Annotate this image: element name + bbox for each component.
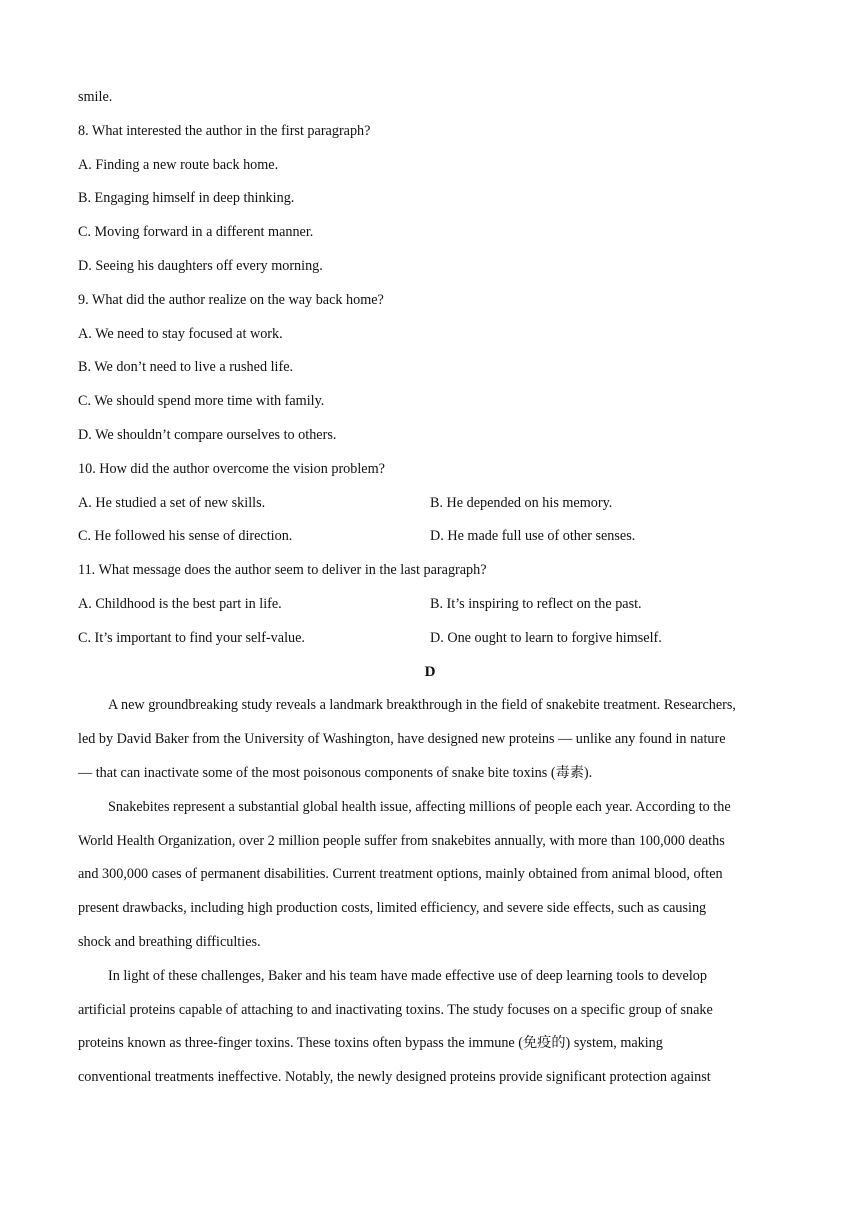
question-9-stem: 9. What did the author realize on the way back home? — [78, 292, 384, 308]
passage-line: conventional treatments ineffective. Notably, the newly designed proteins provide significant protection against — [78, 1069, 711, 1085]
passage-line: present drawbacks, including high production costs, limited efficiency, and severe side effects, such as causing — [78, 900, 707, 916]
section-heading: D — [424, 664, 436, 680]
passage-line: In light of these challenges, Baker and his team have made effective use of deep learning tools to develop — [108, 968, 707, 984]
question-10-stem: 10. How did the author overcome the vision problem? — [78, 461, 385, 477]
question-11-option-c: C. It’s important to find your self-value. — [78, 630, 305, 646]
question-11-stem: 11. What message does the author seem to deliver in the last paragraph? — [78, 562, 487, 578]
question-11-option-d: D. One ought to learn to forgive himself. — [430, 630, 662, 646]
passage-line: proteins known as three-finger toxins. These toxins often bypass the immune (免疫的) system, making — [78, 1035, 663, 1051]
passage-line: World Health Organization, over 2 million people suffer from snakebites annually, with more than 100,000 deaths — [78, 833, 725, 849]
question-10-option-d: D. He made full use of other senses. — [430, 528, 636, 544]
passage-line: — that can inactivate some of the most poisonous components of snake bite toxins (毒素). — [78, 765, 593, 781]
passage-line: Snakebites represent a substantial global health issue, affecting millions of people each year. According to the — [108, 799, 731, 815]
question-9-option-c: C. We should spend more time with family. — [78, 393, 325, 409]
question-9-option-a: A. We need to stay focused at work. — [78, 326, 283, 342]
question-10-option-a: A. He studied a set of new skills. — [78, 495, 266, 511]
passage-line: led by David Baker from the University of Washington, have designed new proteins — unlike any found in nature — [78, 731, 726, 747]
question-8-option-c: C. Moving forward in a different manner. — [78, 224, 314, 240]
question-10-option-c: C. He followed his sense of direction. — [78, 528, 293, 544]
question-10-option-b: B. He depended on his memory. — [430, 495, 613, 511]
question-8-option-a: A. Finding a new route back home. — [78, 157, 279, 173]
previous-passage-text: smile. — [78, 89, 113, 105]
question-11-option-b: B. It’s inspiring to reflect on the past. — [430, 596, 642, 612]
passage-line: artificial proteins capable of attaching to and inactivating toxins. The study focuses on a specific group of snake — [78, 1002, 713, 1018]
question-11-option-a: A. Childhood is the best part in life. — [78, 596, 282, 612]
question-8-option-d: D. Seeing his daughters off every morning. — [78, 258, 323, 274]
question-9-option-d: D. We shouldn’t compare ourselves to others. — [78, 427, 337, 443]
question-8-stem: 8. What interested the author in the first paragraph? — [78, 123, 371, 139]
passage-line: shock and breathing difficulties. — [78, 934, 261, 950]
question-9-option-b: B. We don’t need to live a rushed life. — [78, 359, 294, 375]
question-8-option-b: B. Engaging himself in deep thinking. — [78, 190, 295, 206]
passage-line: A new groundbreaking study reveals a landmark breakthrough in the field of snakebite treatment. Researchers, — [108, 697, 736, 713]
passage-line: and 300,000 cases of permanent disabilities. Current treatment options, mainly obtained from animal blood, often — [78, 866, 723, 882]
